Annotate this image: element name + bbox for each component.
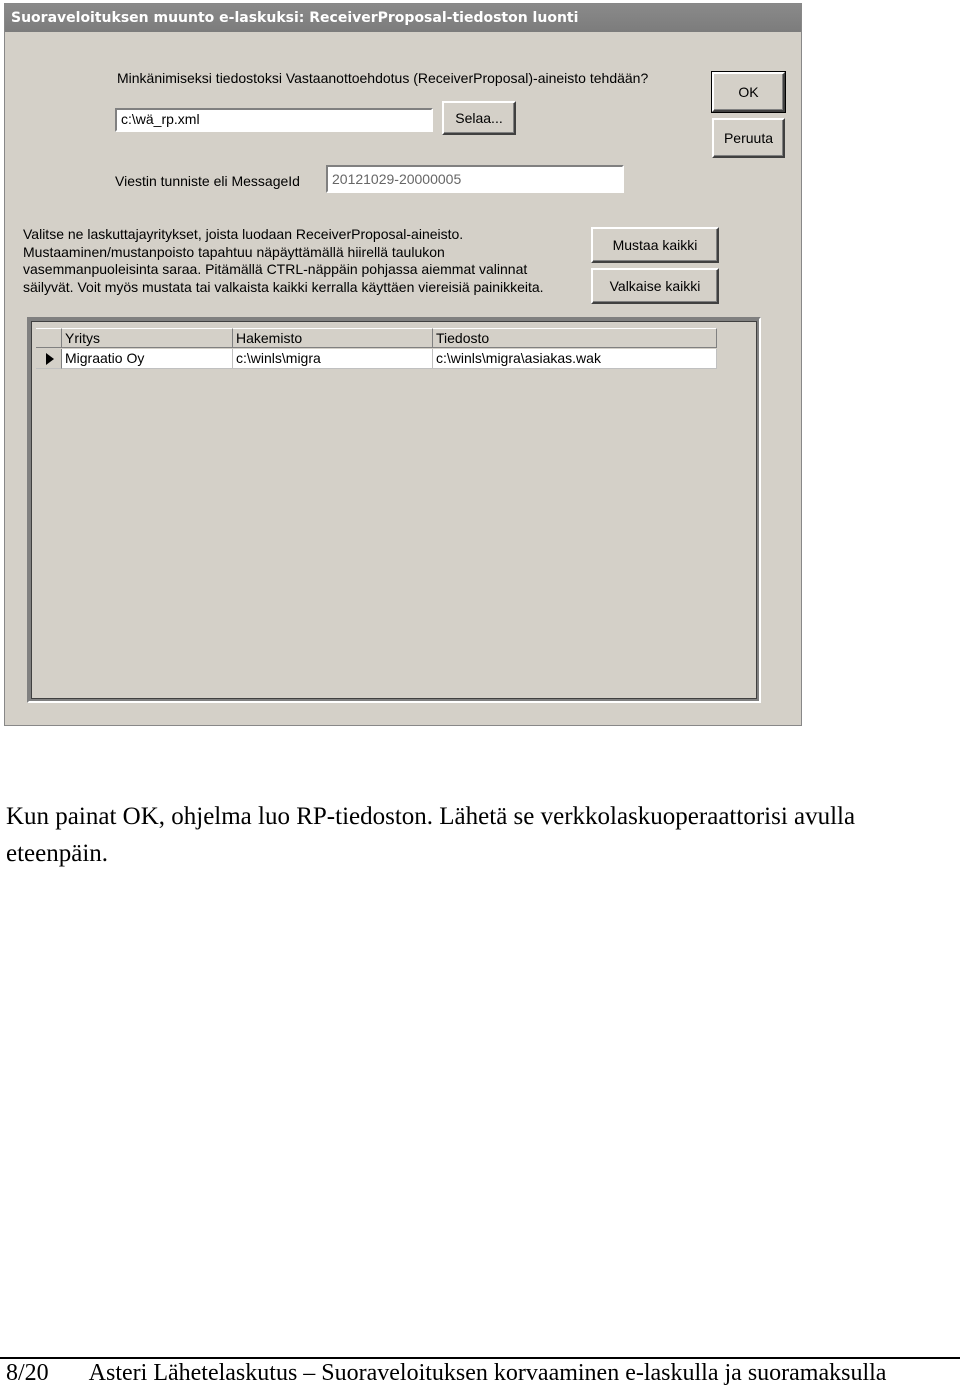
grid-header-row	[36, 328, 717, 348]
instructions-line: Valitse ne laskuttajayritykset, joista luodaan ReceiverProposal-aineisto.	[23, 226, 464, 242]
instructions-line: säilyvät. Voit myös mustata tai valkaista kaikki kerralla käyttäen viereisiä painikkeita.	[23, 278, 544, 295]
footer-title: Asteri Lähetelaskutus – Suoraveloituksen korvaaminen e-laskulla ja suoramaksulla	[88, 1360, 887, 1386]
instructions-line: vasemmanpuoleisinta saraa. Pitämällä CTRL-näppäin pohjassa aiemmat valinnat	[23, 261, 528, 277]
grid-body	[31, 321, 757, 699]
file-name-input[interactable]: c:\wä_rp.xml	[115, 108, 433, 132]
dialog-titlebar: Suoraveloituksen muunto e-laskuksi: ReceiverProposal-tiedoston luonti	[5, 4, 801, 32]
clear-all-button[interactable]: Valkaise kaikki	[591, 268, 719, 304]
browse-button[interactable]: Selaa...	[442, 101, 516, 135]
row-selector[interactable]	[36, 349, 62, 369]
row-indicator-header	[36, 328, 62, 348]
footer-page-number: 8/20	[6, 1360, 49, 1386]
cancel-button[interactable]: Peruuta	[712, 118, 785, 158]
column-header-yritys[interactable]: Yritys	[62, 328, 233, 348]
document-caption: Kun painat OK, ohjelma luo RP-tiedoston. Lähetä se verkkolaskuoperaattorisi avulla eteenpäin.	[6, 803, 856, 867]
cell-tiedosto[interactable]: c:\winls\migra\asiakas.wak	[433, 349, 717, 369]
table-row[interactable]	[36, 349, 717, 369]
instructions-text	[23, 226, 588, 296]
select-all-button[interactable]: Mustaa kaikki	[591, 227, 719, 263]
footer-divider	[0, 1357, 960, 1359]
message-id-label: Viestin tunniste eli MessageId	[115, 173, 300, 189]
receiver-proposal-dialog	[4, 3, 802, 726]
file-question-label: Minkänimiseksi tiedostoksi Vastaanottoehdotus (ReceiverProposal)-aineisto tehdään?	[117, 70, 649, 86]
column-header-tiedosto[interactable]: Tiedosto	[433, 328, 717, 348]
instructions-line: Mustaaminen/mustanpoisto tapahtuu näpäyttämällä hiirellä taulukon	[23, 243, 445, 260]
company-grid[interactable]	[27, 317, 761, 703]
cell-yritys[interactable]: Migraatio Oy	[62, 349, 233, 369]
cell-hakemisto[interactable]: c:\winls\migra	[233, 349, 433, 369]
message-id-field[interactable]: 20121029-20000005	[326, 165, 624, 193]
column-header-hakemisto[interactable]: Hakemisto	[233, 328, 433, 348]
row-pointer-icon	[44, 352, 56, 366]
ok-button[interactable]: OK	[712, 72, 785, 112]
page-footer	[6, 1360, 886, 1387]
